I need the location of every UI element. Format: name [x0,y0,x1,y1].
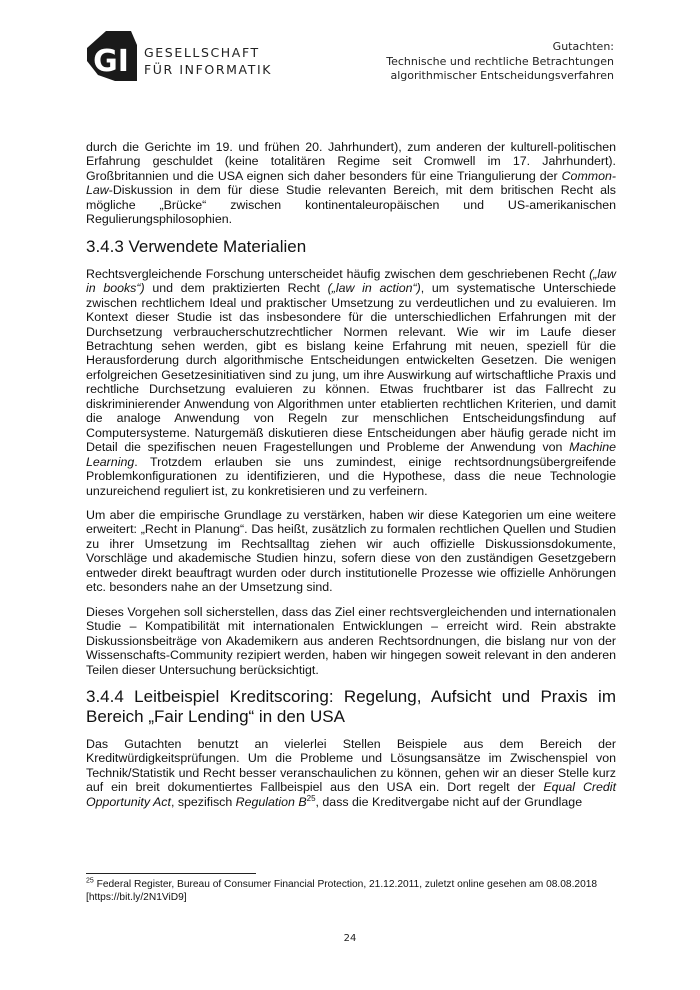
logo-text-line1: GESELLSCHAFT [144,45,260,60]
header-title-line2: Technische und rechtliche Betrachtungen [386,54,614,68]
gi-logo [84,30,284,82]
page-number: 24 [343,933,357,944]
running-header [386,40,614,84]
heading-3-4-3: 3.4.3 Verwendete Materialien [86,236,307,256]
footnote [86,878,616,904]
paragraph-materials: Rechtsvergleichende Forschung unterscheidet häufig zwischen dem geschriebenen Recht („law in books“) und dem praktizierten Recht („law in action“), um systematische Unterschiede zwischen rechtlichem Ideal und praktischer Umsetzung zu verdeutlichen und zu evaluieren. Im Kontext dieser Studie ist das insbesondere für die unterschiedlichen Erfahrungen mit der Durchsetzung verbraucherschutzrechtlicher Normen relevant. Wie wir im Laufe dieser Betrachtung sehen werden, gibt es bislang keine Erfahrung mit neuen, speziell für die Herausforderung durch algorithmische Entscheidungen entwickelten Gesetzen. Die wenigen erfolgreichen Gesetzesinitiativen sind zu jung, um ihre Auswirkung auf wirtschaftliche Praxis und rechtliche Durchsetzung evaluieren zu können. Etwas fruchtbarer ist das Fallrecht zu diskriminierender Anwendung von Algorithmen unter etablierten rechtlichen Kriterien, und damit die analoge Anwendung von Regeln zur menschlichen Entscheidungsfindung auf Computersysteme. Naturgemäß diskutieren diese Entscheidungen aber häufig gerade nicht im Detail die spezifischen neuen Fragestellungen und Probleme der Anwendung von Machine Learning. Trotzdem erlauben sie uns zumindest, einige rechtsordnungsübergreifende Problemkonfigurationen zu identifizieren, und die Hypothese, dass die neue Technologie unzureichend reguliert ist, zu konkretisieren und zu verfeinern. [86,266,616,498]
page-content [86,140,616,819]
logo-letters: GI [93,44,129,79]
logo-text [144,44,272,78]
footnote-number: 25 [86,877,94,885]
logo-text-line2: FÜR INFORMATIK [144,62,273,77]
footnote-text: Federal Register, Bureau of Consumer Financial Protection, 21.12.2011, zuletzt online gesehen am 08.08.2018 [https://bit.ly/2N1ViD9] [86,879,598,903]
header-title-line3: algorithmischer Entscheidungsverfahren [390,69,614,82]
footnote-ref: 25 [306,793,316,803]
paragraph-intro: durch die Gerichte im 19. und frühen 20. Jahrhundert), zum anderen der kulturell-politischen Erfahrung geschuldet (keine totalitären Regime seit Cromwell im 17. Jahrhundert). Großbritannien und die USA eignen sich daher besonders für eine Triangulierung der Common-Law-Diskussion in dem für diese Studie relevanten Bereich, mit dem britischen Recht als mögliche „Brücke“ zwischen kontinentaleuropäischen und US-amerikanischen Regulierungsphilosophien. [86,140,616,227]
heading-3-4-4: 3.4.4 Leitbeispiel Kreditscoring: Regelung, Aufsicht und Praxis im Bereich „Fair Lending“ in den USA [86,686,616,726]
paragraph-approach: Dieses Vorgehen soll sicherstellen, dass das Ziel einer rechtsvergleichenden und internationalen Studie – Kompatibilität mit internationalen Entwicklungen – erreicht wird. Rein abstrakte Diskussionsbeiträge von Akademikern aus anderen Rechtsordnungen, die bislang nur von der Wissenschafts-Community rezipiert werden, haben wir hingegen soweit relevant in den anderen Teilen dieser Untersuchung berücksichtigt. [86,604,616,677]
paragraph-credit-scoring: Das Gutachten benutzt an vielerlei Stellen Beispiele aus dem Bereich der Kreditwürdigkeitsprüfungen. Um die Probleme und Lösungsansätze im Zwischenspiel von Technik/Statistik und Recht besser veranschaulichen zu können, gehen wir an dieser Stelle kurz auf ein breit dokumentiertes Fallbeispiel aus den USA ein. Dort regelt der Equal Credit Opportunity Act, spezifisch Regulation $B^{25}$, dass die Kreditvergabe nicht auf der Grundlage [86,736,617,809]
gi-logo-mark [84,30,140,82]
footnote-divider [86,873,256,874]
header-title-line1: Gutachten: [552,40,614,53]
paragraph-empirical: Um aber die empirische Grundlage zu verstärken, haben wir diese Kategorien um eine weitere erweitert: „Recht in Planung“. Das heißt, zusätzlich zu formalen rechtlichen Quellen und Studien zu ihrer Umsetzung im Rechtsalltag ziehen wir auch offizielle Diskussionsdokumente, Vorschläge und akademische Studien hinzu, sofern diese von den zuständigen Gesetzgebern entweder direkt beauftragt wurden oder durch institutionelle Prozesse wie offizielle Anhörungen etc. besonders nahe an der Umsetzung sind. [86,507,616,595]
